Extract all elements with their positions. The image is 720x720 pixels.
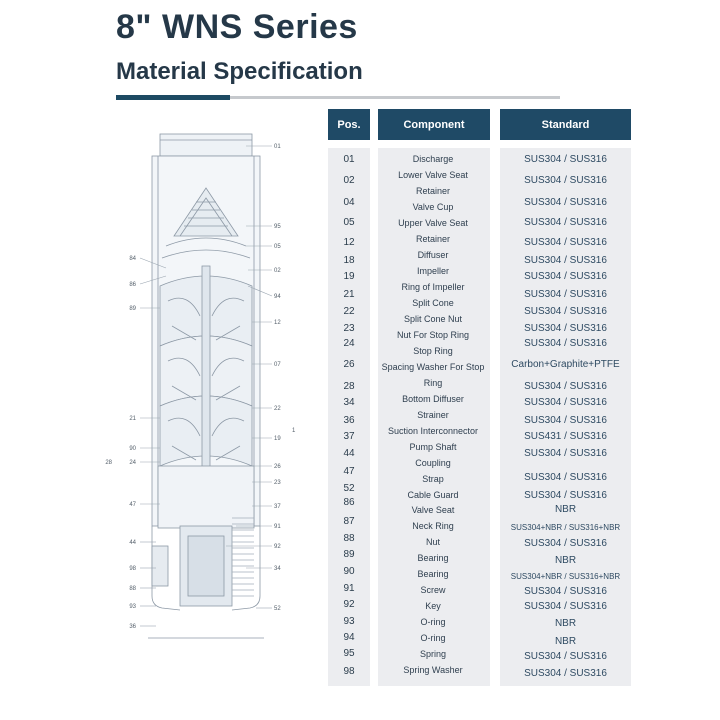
standard-cell: NBR [554,504,577,515]
standard-cell: SUS304 / SUS316 [524,289,607,300]
pos-cell: 44 [343,448,355,459]
callout-label: 44 [129,540,136,546]
callout-label: 34 [274,566,281,572]
component-cell: Lower Valve Seat [398,170,468,180]
component-cell: Strainer [417,410,449,420]
pos-cell: 26 [343,359,355,370]
standard-cell: SUS431 / SUS316 [524,431,607,442]
component-cell: Bottom Diffuser [402,394,464,404]
page-title: 8" WNS Series [116,8,358,46]
callout-label: 47 [129,502,136,508]
pos-cell: 01 [343,154,355,165]
callout-label: 12 [274,320,281,326]
standard-cell: SUS304 / SUS316 [524,323,607,334]
standard-cell: NBR [554,618,577,629]
pos-cell: 24 [343,338,355,349]
component-cell: Ring of Impeller [401,282,465,292]
callout-label: 21 [129,416,136,422]
callout-label: 23 [274,480,281,486]
callout-label: 86 [129,282,136,288]
component-cell: Valve Seat [411,505,455,515]
pos-cell: 88 [343,533,355,544]
standard-cell: SUS304 / SUS316 [524,175,607,186]
component-cell: Diffuser [417,250,449,260]
pump-cross-section-drawing [96,126,316,656]
standard-cell: SUS304+NBR / SUS316+NBR [510,572,621,581]
component-cell: Nut [425,537,440,547]
standard-cell: SUS304 / SUS316 [524,415,607,426]
component-cell: Discharge [412,154,454,164]
pos-cell: 12 [343,237,355,248]
pos-cell: 47 [343,466,355,477]
component-cell: Spring Washer [403,665,463,675]
standard-cell: NBR [554,636,577,647]
component-cell: Strap [422,474,444,484]
pos-cell: 52 [343,483,355,494]
pos-cell: 91 [343,583,355,594]
component-cell: Bearing [417,553,449,563]
component-cell: Coupling [415,458,451,468]
pos-cell: 23 [343,323,355,334]
pos-cell: 87 [343,516,355,527]
title-underline [230,96,560,99]
standard-cell: SUS304 / SUS316 [524,271,607,282]
callout-group-label: 28 [105,460,112,466]
callout-label: 88 [129,586,136,592]
pos-cell: 37 [343,431,355,442]
component-cell: Spring [419,649,446,659]
component-cell: O-ring [420,617,446,627]
component-cell: O-ring [420,633,446,643]
callout-label: 90 [129,446,136,452]
pos-cell: 19 [343,271,355,282]
component-cell: Cable Guard [407,490,459,500]
callout-label: 52 [274,606,281,612]
pos-cell: 02 [343,175,355,186]
component-cell: Screw [420,585,446,595]
standard-cell: SUS304 / SUS316 [524,586,607,597]
pos-cell: 92 [343,599,355,610]
callout-label: 05 [274,244,281,250]
pos-cell: 04 [343,197,355,208]
pos-cell: 21 [343,289,355,300]
standard-cell: SUS304 / SUS316 [524,381,607,392]
standard-cell: SUS304 / SUS316 [524,538,607,549]
standard-cell: SUS304 / SUS316 [524,397,607,408]
component-cell: Ring [423,378,443,388]
standard-cell: SUS304 / SUS316 [524,306,607,317]
callout-label: 98 [129,566,136,572]
component-cell: Suction Interconnector [387,426,479,436]
component-cell: Split Cone Nut [403,314,463,324]
standard-cell: SUS304 / SUS316 [524,472,607,483]
component-cell: Bearing [417,569,449,579]
component-cell: Stop Ring [413,346,453,356]
pos-cell: 28 [343,381,355,392]
callout-label: 26 [274,464,281,470]
page-subtitle: Material Specification [116,58,363,85]
callout-label: 84 [129,256,136,262]
callout-label: 37 [274,504,281,510]
standard-cell: SUS304 / SUS316 [524,490,607,501]
callout-label: 36 [129,624,136,630]
standard-cell: SUS304 / SUS316 [524,217,607,228]
callout-bracket-label: 1 [292,428,296,434]
callout-label: 95 [274,224,281,230]
column-header-standard: Standard [500,109,631,140]
component-cell: Retainer [415,234,451,244]
title-underline-accent [116,95,230,100]
component-cell: Retainer [415,186,451,196]
callout-label: 07 [274,362,281,368]
callout-label: 01 [274,144,281,150]
callout-label: 93 [129,604,136,610]
component-cell: Key [425,601,441,611]
callout-label: 19 [274,436,281,442]
component-cell: Valve Cup [412,202,454,212]
component-cell: Impeller [416,266,449,276]
component-cell: Upper Valve Seat [398,218,468,228]
standard-cell: SUS304 / SUS316 [524,651,607,662]
callout-label: 94 [274,294,281,300]
pos-cell: 90 [343,566,355,577]
callout-label: 89 [129,306,136,312]
pos-cell: 34 [343,397,355,408]
pos-cell: 22 [343,306,355,317]
standard-cell: SUS304 / SUS316 [524,338,607,349]
pos-cell: 05 [343,217,355,228]
pos-cell: 89 [343,549,355,560]
component-cell: Neck Ring [412,521,454,531]
pos-cell: 18 [343,255,355,266]
component-cell: Pump Shaft [409,442,457,452]
standard-cell: SUS304 / SUS316 [524,448,607,459]
standard-cell: SUS304 / SUS316 [524,601,607,612]
callout-label: 92 [274,544,281,550]
pos-cell: 95 [343,648,355,659]
standard-cell: SUS304 / SUS316 [524,237,607,248]
callout-label: 22 [274,406,281,412]
callout-label: 91 [274,524,281,530]
standard-cell: SUS304+NBR / SUS316+NBR [510,523,621,532]
pos-cell: 98 [343,666,355,677]
standard-cell: SUS304 / SUS316 [524,197,607,208]
pos-cell: 36 [343,415,355,426]
standard-cell: NBR [554,555,577,566]
component-cell: Spacing Washer For Stop [381,362,485,372]
callout-label: 02 [274,268,281,274]
standard-cell: SUS304 / SUS316 [524,154,607,165]
pos-cell: 93 [343,616,355,627]
component-cell: Split Cone [412,298,454,308]
column-header-component: Component [378,109,490,140]
pos-cell: 86 [343,497,355,508]
pos-cell: 94 [343,632,355,643]
component-cell: Nut For Stop Ring [396,330,470,340]
column-header-pos: Pos. [328,109,370,140]
standard-cell: Carbon+Graphite+PTFE [511,359,620,370]
standard-cell: SUS304 / SUS316 [524,255,607,266]
standard-cell: SUS304 / SUS316 [524,668,607,679]
callout-label: 24 [129,460,136,466]
